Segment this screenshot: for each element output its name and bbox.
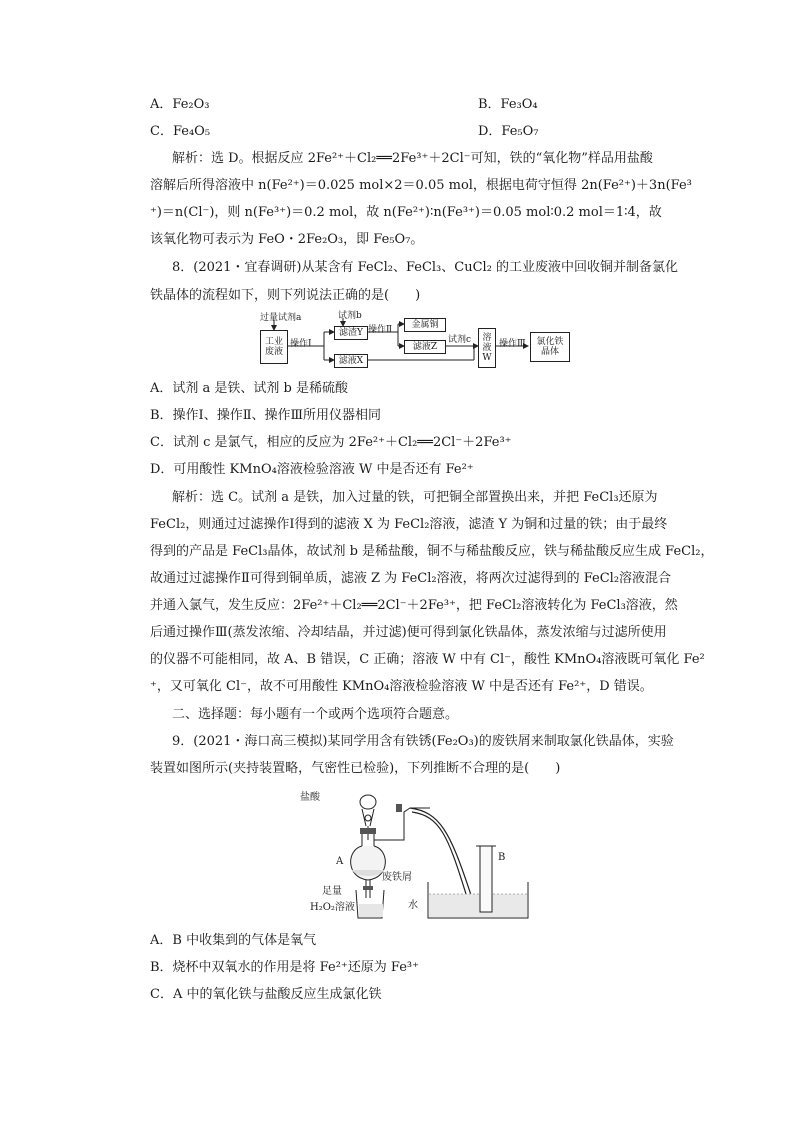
- reagent-a-label: 过量试剂a: [260, 313, 302, 323]
- q9-stem-line-1: 9．(2021・海口高三模拟)某同学用含有铁锈(Fe₂O₃)的废铁屑来制取氯化铁晶体，实验: [172, 734, 674, 749]
- section-2-heading: 二、选择题：每小题有一个或两个选项符合题意。: [172, 707, 459, 722]
- q8-analysis-line-8: ⁺，又可氧化 Cl⁻，故不可用酸性 KMnO₄溶液检验溶液 W 中是否还有 Fe²⁺，D 错误。: [150, 679, 653, 694]
- q7-option-c: C．Fe₄O₅: [150, 124, 211, 139]
- q8-analysis-line-4: 故通过过滤操作Ⅱ可得到铜单质，滤液 Z 为 FeCl₂溶液，将两次过滤得到的 FeCl₂溶液混合: [150, 571, 672, 586]
- q8-option-b: B．操作Ⅰ、操作Ⅱ、操作Ⅲ所用仪器相同: [150, 408, 382, 423]
- q7-analysis-line-3: ⁺)＝n(Cl⁻)，则 n(Fe³⁺)＝0.2 mol，故 n(Fe²⁺)∶n(Fe³⁺)＝0.05 mol∶0.2 mol＝1∶4，故: [150, 205, 662, 220]
- q9-option-c: C．A 中的氧化铁与盐酸反应生成氯化铁: [150, 987, 382, 1002]
- q8-option-a: A．试剂 a 是铁、试剂 b 是稀硫酸: [150, 381, 348, 396]
- copper-label: 金属铜: [411, 320, 439, 330]
- q8-analysis-line-2: FeCl₂，则通过过滤操作Ⅰ得到的滤液 X 为 FeCl₂溶液，滤渣 Y 为铜和过量的铁；由于最终: [150, 517, 668, 532]
- product-box: [530, 332, 570, 362]
- q9-option-a: A．B 中收集到的气体是氧气: [150, 933, 317, 948]
- sufficient-label: 足量: [322, 886, 342, 897]
- filtrate-z-label: 滤液Z: [412, 342, 438, 352]
- h2o2-label: H₂O₂溶液: [310, 902, 355, 913]
- q9-apparatus-diagram: [300, 782, 540, 922]
- reagent-b-label: 试剂b: [338, 311, 362, 321]
- q7-analysis-line-2: 溶解后所得溶液中 n(Fe²⁺)＝0.025 mol×2＝0.05 mol，根据电荷守恒得 2n(Fe²⁺)＋3n(Fe³: [150, 178, 692, 193]
- op3-label: 操作Ⅲ: [499, 339, 526, 349]
- solution-w-box: [478, 328, 496, 368]
- filtrate-z-box: [404, 340, 446, 354]
- solution-w-label: 溶液W: [482, 333, 492, 363]
- q8-analysis-line-3: 得到的产品是 FeCl₃晶体，故试剂 b 是稀盐酸，铜不与稀盐酸反应，铁与稀盐酸反应生成 FeCl₂，: [150, 544, 714, 559]
- q8-stem-line-2: 铁晶体的流程如下，则下列说法正确的是( ): [150, 288, 421, 303]
- q7-option-d: D．Fe₅O₇: [478, 124, 539, 139]
- q9-stem-line-2: 装置如图所示(夹持装置略，气密性已检验)，下列推断不合理的是( ): [150, 761, 561, 776]
- op2-label: 操作Ⅱ: [368, 325, 393, 335]
- filtrate-x-label: 滤液X: [338, 356, 364, 366]
- q8-option-c: C．试剂 c 是氯气，相应的反应为 2Fe²⁺＋Cl₂══2Cl⁻＋2Fe³⁺: [150, 435, 512, 450]
- filtrate-x-box: [334, 354, 368, 368]
- q7-option-a: A．Fe₂O₃: [150, 97, 210, 112]
- op1-label: 操作Ⅰ: [290, 339, 312, 349]
- q7-analysis-line-1: 解析：选 D。根据反应 2Fe²⁺＋Cl₂══2Fe³⁺＋2Cl⁻可知，铁的“氧化物”样品用盐酸: [172, 151, 653, 166]
- q8-stem-line-1: 8．(2021・宜春调研)从某含有 FeCl₂、FeCl₃、CuCl₂ 的工业废液中回收铜并制备氯化: [172, 260, 679, 275]
- waste-liquid-label: 工业废液: [264, 337, 283, 357]
- hcl-label: 盐酸: [300, 792, 320, 803]
- q7-option-b: B．Fe₃O₄: [478, 97, 538, 112]
- q8-analysis-line-7: 的仪器不可能相同，故 A、B 错误，C 正确；溶液 W 中有 Cl⁻，酸性 KMnO₄溶液既可氧化 Fe²: [150, 652, 705, 667]
- residue-y-box: [334, 326, 368, 340]
- q8-flow-diagram: [258, 310, 578, 368]
- waste-liquid-box: [260, 330, 288, 364]
- q9-option-b: B．烧杯中双氧水的作用是将 Fe²⁺还原为 Fe³⁺: [150, 960, 419, 975]
- flask-a-label: A: [336, 856, 344, 867]
- copper-box: [404, 318, 446, 332]
- water-label: 水: [408, 900, 418, 911]
- q8-analysis-line-1: 解析：选 C。试剂 a 是铁，加入过量的铁，可把铜全部置换出来，并把 FeCl₃还原为: [172, 490, 658, 505]
- reagent-c-label: 试剂c: [448, 335, 472, 345]
- q8-analysis-line-5: 并通入氯气，发生反应：2Fe²⁺＋Cl₂══2Cl⁻＋2Fe³⁺，把 FeCl₂溶液转化为 FeCl₃溶液，然: [150, 598, 678, 613]
- residue-y-label: 滤渣Y: [339, 328, 363, 338]
- q8-analysis-line-6: 后通过操作Ⅲ(蒸发浓缩、冷却结晶，并过滤)便可得到氯化铁晶体，蒸发浓缩与过滤所使用: [150, 625, 667, 640]
- tube-b-label: B: [498, 852, 506, 863]
- q8-option-d: D．可用酸性 KMnO₄溶液检验溶液 W 中是否还有 Fe²⁺: [150, 462, 474, 477]
- product-label: 氯化铁晶体: [536, 337, 564, 357]
- scrap-iron-label: 废铁屑: [382, 872, 412, 883]
- q7-analysis-line-4: 该氧化物可表示为 FeO・2Fe₂O₃，即 Fe₅O₇。: [150, 232, 424, 247]
